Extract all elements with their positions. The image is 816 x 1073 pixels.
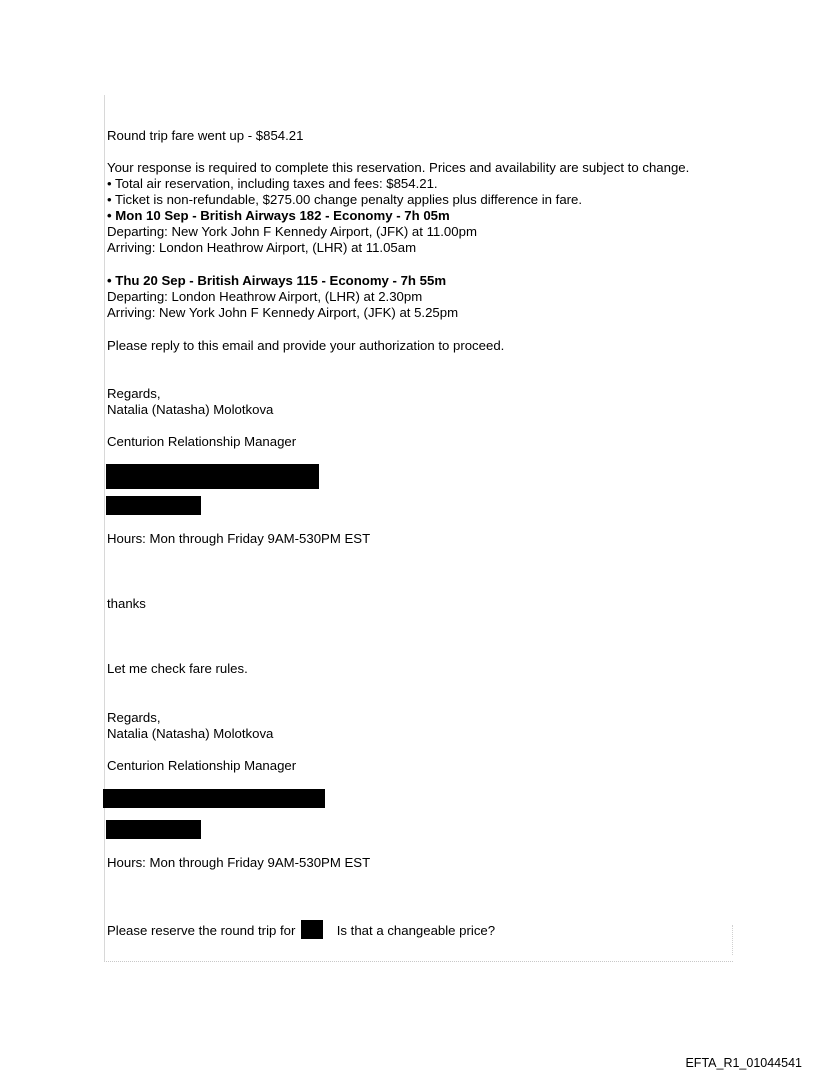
flight-return-header: • Thu 20 Sep - British Airways 115 - Economy - 7h 55m: [107, 273, 447, 288]
redaction-block: [103, 789, 325, 808]
flight-outbound-arriving: Arriving: London Heathrow Airport, (LHR) at 11.05am: [107, 240, 417, 255]
redaction-block: [106, 464, 319, 489]
fare-subject-line: Round trip fare went up - $854.21: [107, 128, 304, 143]
signature-title: Centurion Relationship Manager: [107, 434, 297, 449]
check-fare-text: Let me check fare rules.: [107, 661, 248, 676]
document-id: EFTA_R1_01044541: [685, 1056, 802, 1070]
reservation-request-line: [107, 920, 495, 939]
flight-outbound-header: • Mon 10 Sep - British Airways 182 - Economy - 7h 05m: [107, 208, 450, 223]
intro-text: Your response is required to complete this reservation. Prices and availability are subject to change.: [107, 160, 690, 175]
redaction-block: [106, 820, 201, 839]
signature-name: Natalia (Natasha) Molotkova: [107, 726, 274, 741]
changeable-price-question: Is that a changeable price?: [336, 923, 496, 938]
flight-return-departing: Departing: London Heathrow Airport, (LHR) at 2.30pm: [107, 289, 423, 304]
bullet-total-fare: • Total air reservation, including taxes and fees: $854.21.: [107, 176, 438, 191]
signature-regards: Regards,: [107, 386, 161, 401]
signature-name: Natalia (Natasha) Molotkova: [107, 402, 274, 417]
signature-regards: Regards,: [107, 710, 161, 725]
flight-return-arriving: Arriving: New York John F Kennedy Airport, (JFK) at 5.25pm: [107, 305, 459, 320]
reply-thanks-text: thanks: [107, 596, 146, 611]
bullet-ticket-terms: • Ticket is non-refundable, $275.00 change penalty applies plus difference in fare.: [107, 192, 583, 207]
reservation-request-text: Please reserve the round trip for: [107, 923, 296, 938]
redaction-block: [301, 920, 323, 939]
signature-hours: Hours: Mon through Friday 9AM-530PM EST: [107, 531, 371, 546]
signature-hours: Hours: Mon through Friday 9AM-530PM EST: [107, 855, 371, 870]
signature-title: Centurion Relationship Manager: [107, 758, 297, 773]
flight-outbound-departing: Departing: New York John F Kennedy Airport, (JFK) at 11.00pm: [107, 224, 477, 239]
reply-request-text: Please reply to this email and provide your authorization to proceed.: [107, 338, 505, 353]
redaction-block: [106, 496, 201, 515]
